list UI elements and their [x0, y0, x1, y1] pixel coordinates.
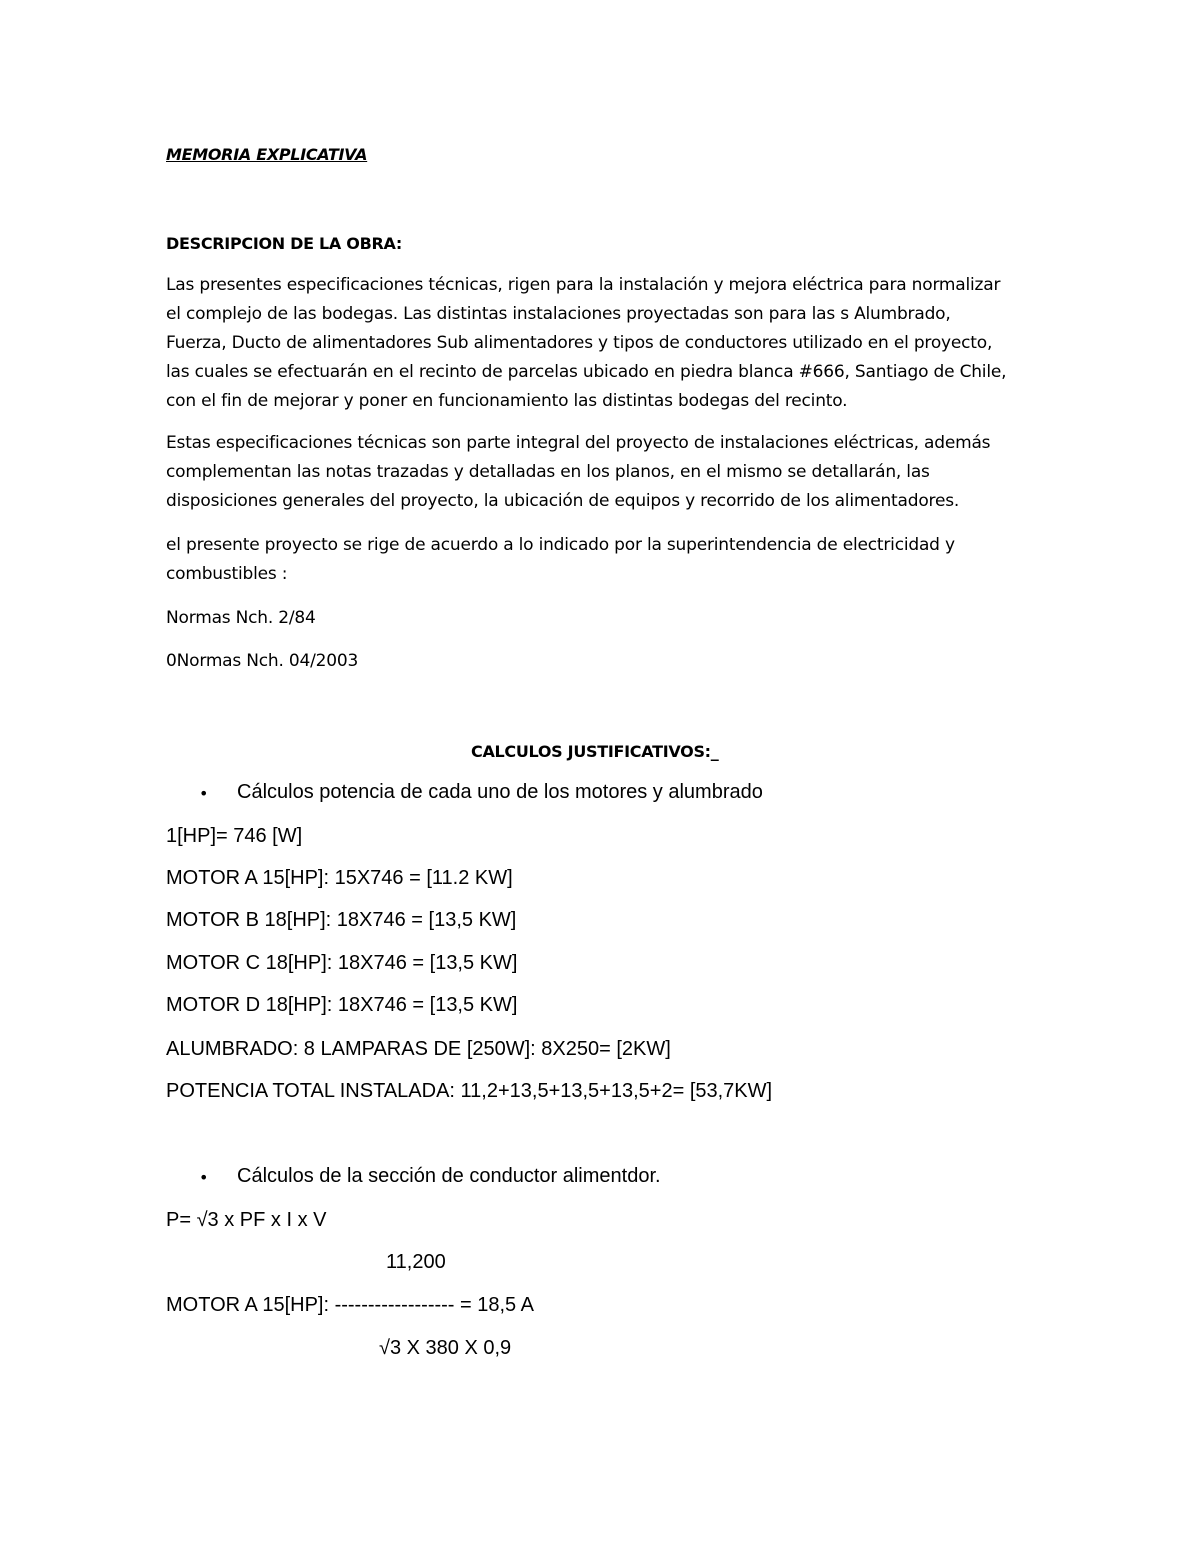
calc-line-hp: 1[HP]= 746 [W]: [166, 825, 303, 847]
paragraph-3-line-2: combustibles :: [166, 564, 288, 584]
bullet-item-seccion: Cálculos de la sección de conductor alimentdor.: [237, 1165, 661, 1187]
bullet-icon: •: [199, 784, 209, 803]
fraction-denominator: √3 X 380 X 0,9: [379, 1337, 512, 1359]
paragraph-1-line-5: con el fin de mejorar y poner en funcionamiento las distintas bodegas del recinto.: [166, 391, 848, 411]
paragraph-1-line-4: las cuales se efectuarán en el recinto de parcelas ubicado en piedra blanca #666, Santiago de Chile,: [166, 362, 1007, 382]
section-heading-calculos: [471, 742, 718, 761]
document-title: MEMORIA EXPLICATIVA: [166, 145, 368, 164]
paragraph-1-line-2: el complejo de las bodegas. Las distintas instalaciones proyectadas son para las s Alumbrado,: [166, 304, 951, 324]
paragraph-1-line-3: Fuerza, Ducto de alimentadores Sub alimentadores y tipos de conductores utilizado en el proyecto,: [166, 333, 993, 353]
fraction-numerator: 11,200: [386, 1251, 446, 1273]
calc-line-motor-a: MOTOR A 15[HP]: 15X746 = [11.2 KW]: [166, 867, 513, 889]
section-heading-calculos-text: CALCULOS JUSTIFICATIVOS:: [471, 742, 711, 761]
norm-line-2: 0Normas Nch. 04/2003: [166, 651, 359, 671]
paragraph-2-line-3: disposiciones generales del proyecto, la ubicación de equipos y recorrido de los alimentadores.: [166, 491, 960, 511]
calc-line-alumbrado: ALUMBRADO: 8 LAMPARAS DE [250W]: 8X250= [2KW]: [166, 1038, 671, 1060]
fraction-motor-a-line: MOTOR A 15[HP]: ------------------ = 18,5 A: [166, 1294, 534, 1316]
calc-line-motor-b: MOTOR B 18[HP]: 18X746 = [13,5 KW]: [166, 909, 517, 931]
section-heading-calculos-suffix: _: [710, 742, 719, 761]
calc-line-motor-c: MOTOR C 18[HP]: 18X746 = [13,5 KW]: [166, 952, 518, 974]
norm-line-1: Normas Nch. 2/84: [166, 608, 316, 628]
paragraph-3-line-1: el presente proyecto se rige de acuerdo a lo indicado por la superintendencia de electricidad y: [166, 535, 955, 555]
paragraph-2-line-2: complementan las notas trazadas y detalladas en los planos, en el mismo se detallarán, las: [166, 462, 930, 482]
formula-potencia: P= √3 x PF x I x V: [166, 1209, 327, 1231]
calc-line-motor-d: MOTOR D 18[HP]: 18X746 = [13,5 KW]: [166, 994, 518, 1016]
bullet-icon: •: [199, 1168, 209, 1187]
section-heading-descripcion: DESCRIPCION DE LA OBRA:: [166, 234, 402, 253]
calc-line-potencia-total: POTENCIA TOTAL INSTALADA: 11,2+13,5+13,5+13,5+2= [53,7KW]: [166, 1080, 773, 1102]
paragraph-1-line-1: Las presentes especificaciones técnicas, rigen para la instalación y mejora eléctrica para normalizar: [166, 275, 1001, 295]
paragraph-2-line-1: Estas especificaciones técnicas son parte integral del proyecto de instalaciones eléctricas, además: [166, 433, 991, 453]
bullet-item-potencia: Cálculos potencia de cada uno de los motores y alumbrado: [237, 781, 763, 803]
